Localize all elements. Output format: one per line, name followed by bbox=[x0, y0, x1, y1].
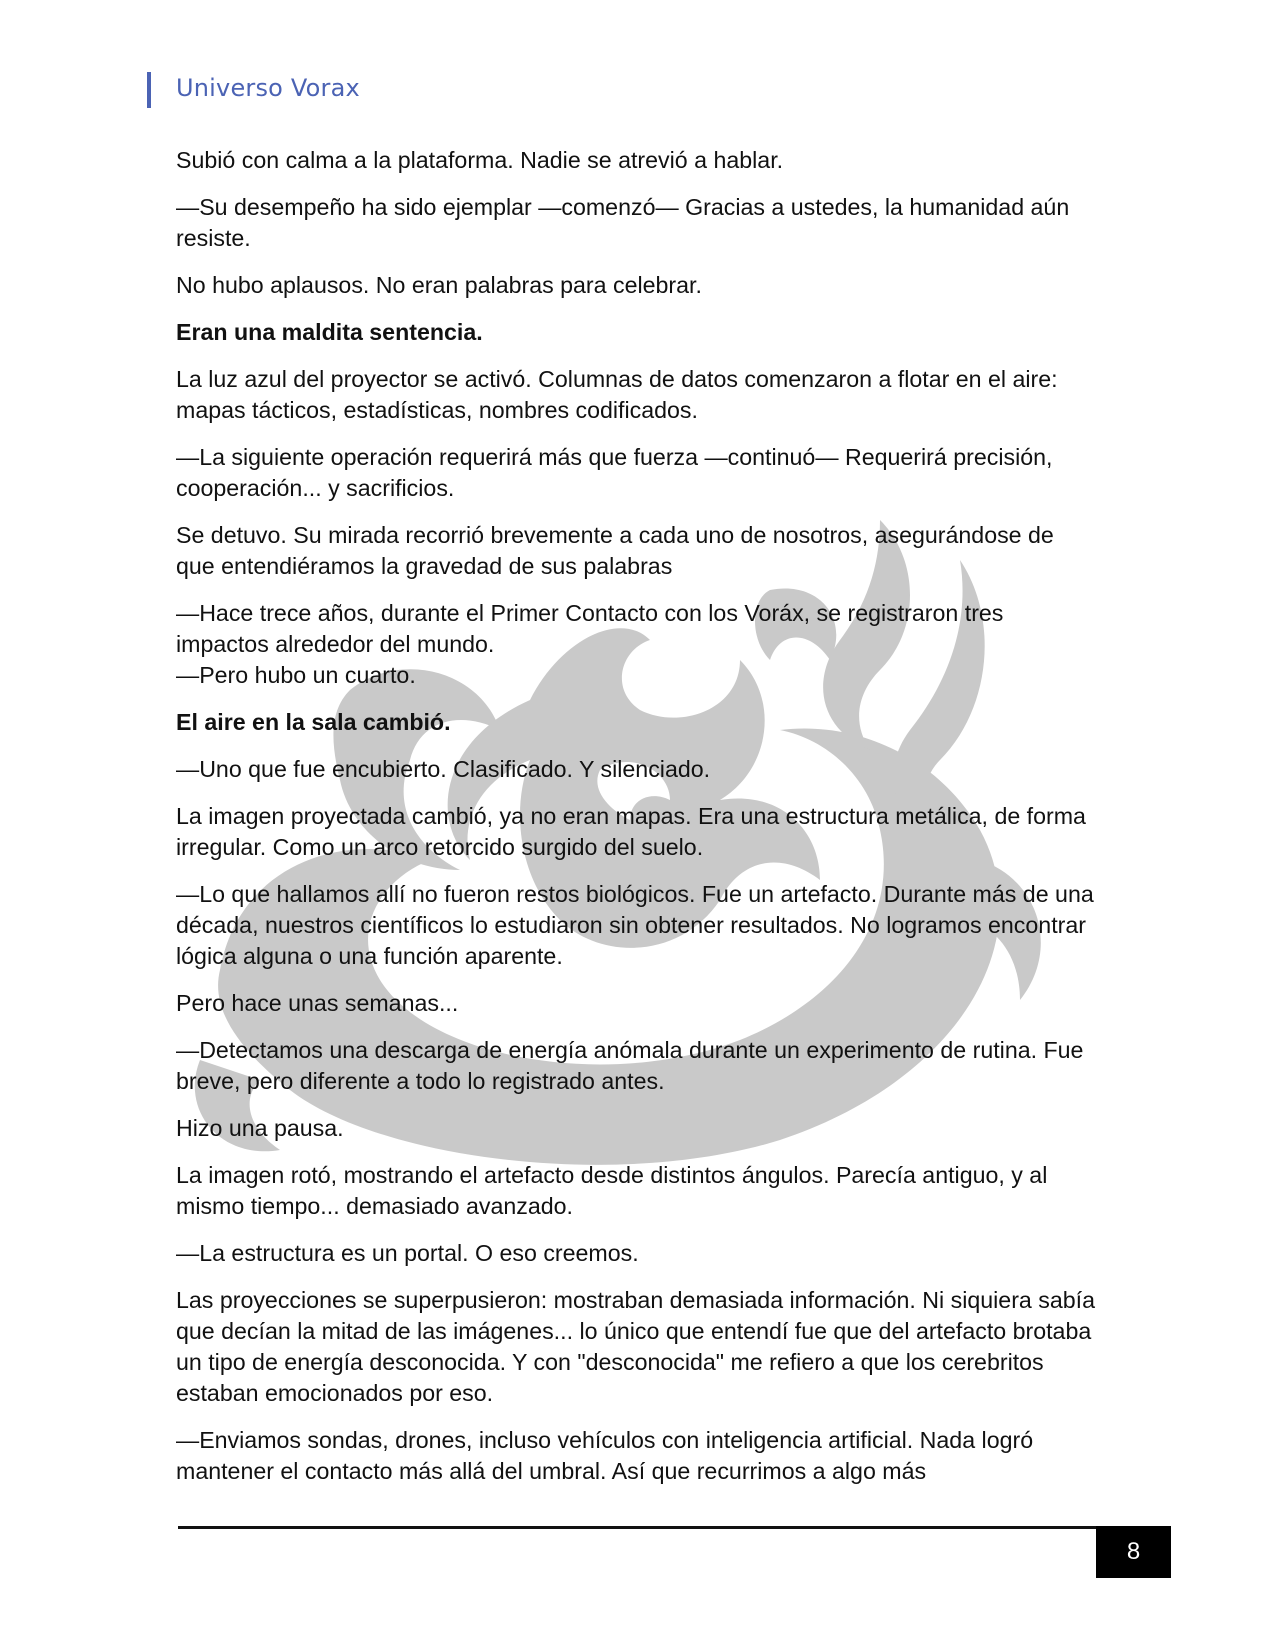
paragraph: —Detectamos una descarga de energía anómala durante un experimento de rutina. Fue breve, pero diferente a todo lo registrado antes. bbox=[176, 1037, 1084, 1094]
paragraph: Hizo una pausa. bbox=[176, 1115, 344, 1141]
paragraph: No hubo aplausos. No eran palabras para celebrar. bbox=[176, 272, 702, 298]
paragraph: —Uno que fue encubierto. Clasificado. Y silenciado. bbox=[176, 756, 711, 782]
paragraph: Subió con calma a la plataforma. Nadie se atrevió a hablar. bbox=[176, 147, 784, 173]
paragraph: La imagen rotó, mostrando el artefacto desde distintos ángulos. Parecía antiguo, y al mismo tiempo... demasiado avanzado. bbox=[176, 1162, 1048, 1219]
paragraph: —La siguiente operación requerirá más que fuerza —continuó— Requerirá precisión, cooperación... y sacrificios. bbox=[176, 444, 1053, 501]
header-title: Universo Vorax bbox=[176, 74, 360, 102]
paragraph: —Pero hubo un cuarto. bbox=[176, 662, 416, 688]
paragraph: —Enviamos sondas, drones, incluso vehículos con inteligencia artificial. Nada logró mantener el contacto más allá del umbral. Así que recurrimos a algo más bbox=[176, 1427, 1034, 1484]
paragraph: —La estructura es un portal. O eso creemos. bbox=[176, 1240, 639, 1266]
paragraph: La imagen proyectada cambió, ya no eran mapas. Era una estructura metálica, de forma irregular. Como un arco retorcido surgido del suelo. bbox=[176, 803, 1086, 860]
header-accent-bar bbox=[147, 72, 151, 108]
paragraph: Se detuvo. Su mirada recorrió brevemente a cada uno de nosotros, asegurándose de que entendiéramos la gravedad de sus palabras bbox=[176, 522, 1054, 579]
paragraph: El aire en la sala cambió. bbox=[176, 709, 451, 735]
body-text bbox=[176, 145, 1096, 1503]
page-number: 8 bbox=[1096, 1526, 1171, 1578]
paragraph: Eran una maldita sentencia. bbox=[176, 319, 483, 345]
paragraph: La luz azul del proyector se activó. Columnas de datos comenzaron a flotar en el aire: mapas tácticos, estadísticas, nombres codificados. bbox=[176, 366, 1058, 423]
footer-rule bbox=[178, 1526, 1096, 1529]
paragraph: —Lo que hallamos allí no fueron restos biológicos. Fue un artefacto. Durante más de una década, nuestros científicos lo estudiaron sin obtener resultados. No logramos encontrar lógica alguna o una función aparente. bbox=[176, 881, 1094, 969]
paragraph: —Hace trece años, durante el Primer Contacto con los Voráx, se registraron tres impactos alrededor del mundo. bbox=[176, 600, 1004, 657]
paragraph: Pero hace unas semanas... bbox=[176, 990, 459, 1016]
paragraph: —Su desempeño ha sido ejemplar —comenzó— Gracias a ustedes, la humanidad aún resiste. bbox=[176, 194, 1070, 251]
paragraph: Las proyecciones se superpusieron: mostraban demasiada información. Ni siquiera sabía que decían la mitad de las imágenes... lo único que entendí fue que del artefacto brotaba un tipo de energía desconocida. Y con "desconocida" me refiero a que los cerebritos estaban emocionados por eso. bbox=[176, 1287, 1095, 1406]
